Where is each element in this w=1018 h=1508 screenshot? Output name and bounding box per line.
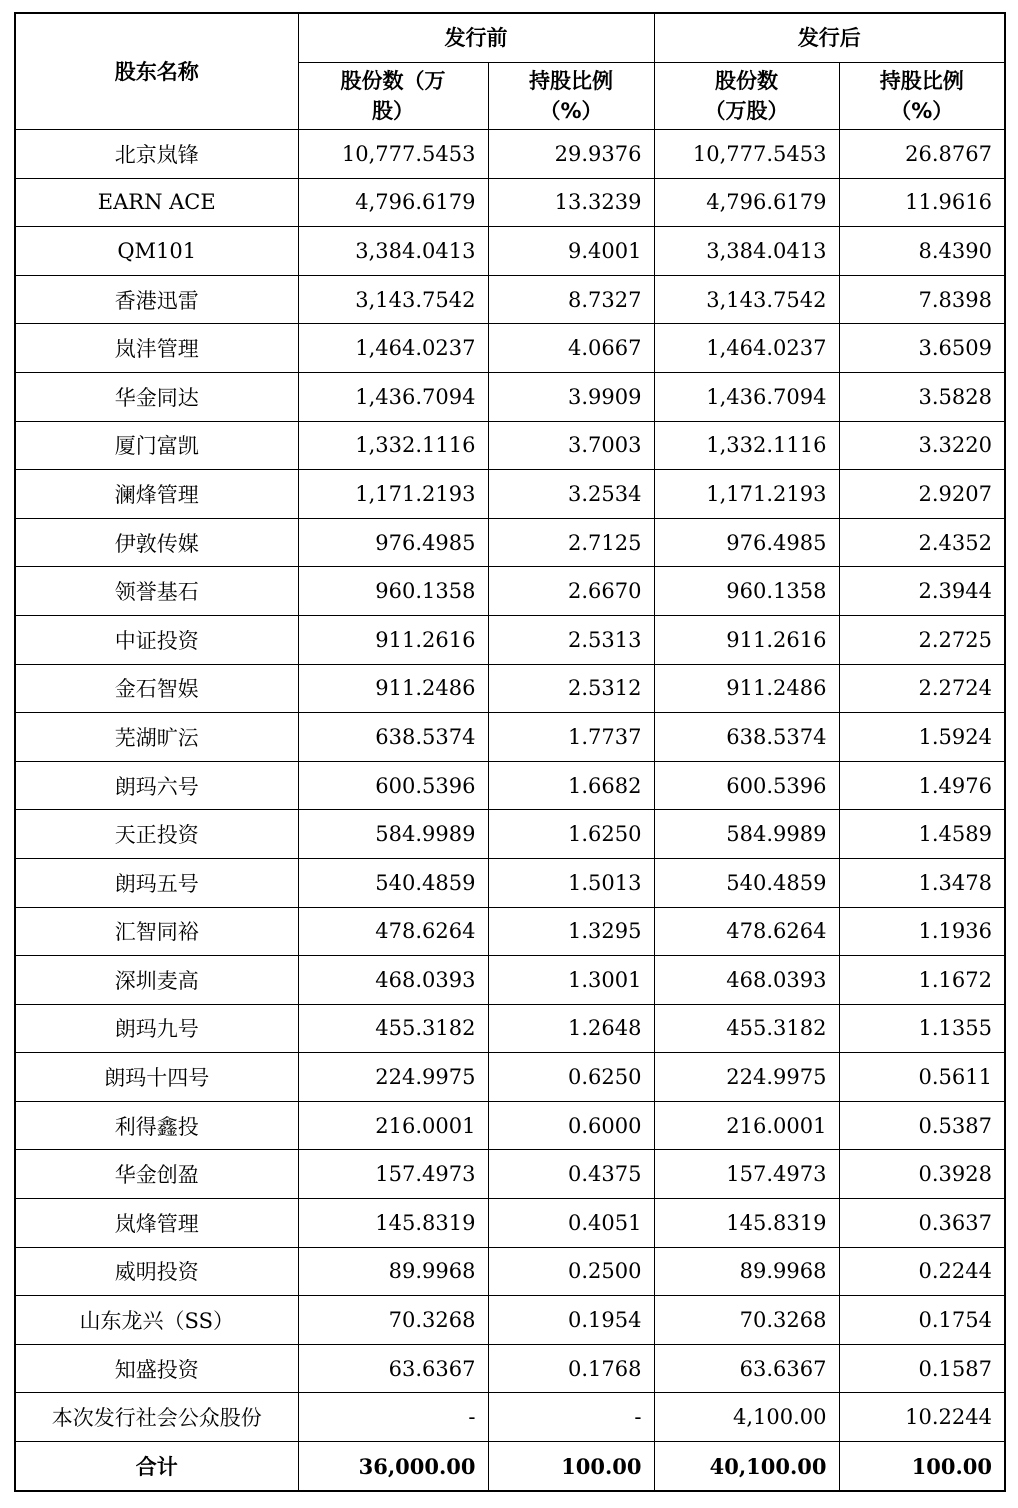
cell-before-ratio: 1.6682: [488, 761, 654, 810]
cell-after-shares: 89.9968: [654, 1247, 839, 1296]
cell-before-shares: 600.5396: [298, 761, 488, 810]
cell-shareholder-name: 朗玛十四号: [15, 1053, 298, 1102]
cell-after-ratio: 11.9616: [839, 178, 1005, 227]
header-before-shares-line2: 股）: [372, 99, 414, 123]
cell-after-ratio: 3.6509: [839, 324, 1005, 373]
cell-before-shares: 70.3268: [298, 1296, 488, 1345]
cell-before-shares: 1,464.0237: [298, 324, 488, 373]
cell-before-shares: 911.2486: [298, 664, 488, 713]
cell-before-ratio: 3.7003: [488, 421, 654, 470]
cell-shareholder-name: 领誉基石: [15, 567, 298, 616]
table-row: [15, 1393, 1005, 1442]
cell-shareholder-name: 深圳麦高: [15, 956, 298, 1005]
cell-after-shares: 455.3182: [654, 1004, 839, 1053]
cell-after-shares: 976.4985: [654, 518, 839, 567]
cell-after-ratio: 1.1936: [839, 907, 1005, 956]
cell-after-shares: 638.5374: [654, 713, 839, 762]
table-row: [15, 178, 1005, 227]
table-row: [15, 275, 1005, 324]
cell-before-shares: 145.8319: [298, 1199, 488, 1248]
cell-after-ratio: 0.3637: [839, 1199, 1005, 1248]
cell-before-shares: 36,000.00: [298, 1442, 488, 1492]
cell-before-ratio: 0.6250: [488, 1053, 654, 1102]
cell-after-ratio: 1.4976: [839, 761, 1005, 810]
total-row: [15, 1442, 1005, 1492]
cell-after-ratio: 7.8398: [839, 275, 1005, 324]
header-after-ratio-line1: 持股比例: [879, 69, 964, 93]
cell-after-ratio: 0.1587: [839, 1344, 1005, 1393]
cell-before-ratio: 1.2648: [488, 1004, 654, 1053]
cell-after-shares: 4,100.00: [654, 1393, 839, 1442]
cell-before-ratio: 1.3001: [488, 956, 654, 1005]
cell-after-shares: 224.9975: [654, 1053, 839, 1102]
cell-after-shares: 157.4973: [654, 1150, 839, 1199]
header-after-issuance: 发行后: [654, 13, 1005, 63]
cell-after-ratio: 8.4390: [839, 227, 1005, 276]
cell-after-ratio: 0.5387: [839, 1101, 1005, 1150]
cell-shareholder-name: 朗玛五号: [15, 858, 298, 907]
cell-after-shares: 63.6367: [654, 1344, 839, 1393]
cell-shareholder-name: 威明投资: [15, 1247, 298, 1296]
cell-before-shares: 976.4985: [298, 518, 488, 567]
cell-shareholder-name: 华金同达: [15, 372, 298, 421]
table-row: [15, 907, 1005, 956]
cell-after-ratio: 3.3220: [839, 421, 1005, 470]
cell-after-shares: 10,777.5453: [654, 130, 839, 179]
cell-before-shares: 455.3182: [298, 1004, 488, 1053]
cell-before-ratio: 0.6000: [488, 1101, 654, 1150]
cell-after-shares: 584.9989: [654, 810, 839, 859]
cell-before-ratio: 0.1768: [488, 1344, 654, 1393]
cell-shareholder-name: 香港迅雷: [15, 275, 298, 324]
cell-after-ratio: 1.1355: [839, 1004, 1005, 1053]
cell-shareholder-name: 中证投资: [15, 615, 298, 664]
cell-after-shares: 216.0001: [654, 1101, 839, 1150]
cell-before-shares: 1,332.1116: [298, 421, 488, 470]
cell-shareholder-name: 北京岚锋: [15, 130, 298, 179]
cell-before-ratio: 29.9376: [488, 130, 654, 179]
cell-before-shares: 478.6264: [298, 907, 488, 956]
cell-after-shares: 600.5396: [654, 761, 839, 810]
cell-before-ratio: 2.6670: [488, 567, 654, 616]
header-after-shares-line1: 股份数: [715, 69, 778, 93]
header-shareholder-name: 股东名称: [15, 13, 298, 130]
cell-after-ratio: 2.2725: [839, 615, 1005, 664]
cell-shareholder-name: 岚烽管理: [15, 1199, 298, 1248]
cell-after-shares: 911.2616: [654, 615, 839, 664]
cell-before-ratio: -: [488, 1393, 654, 1442]
cell-shareholder-name: 天正投资: [15, 810, 298, 859]
cell-before-shares: 1,171.2193: [298, 470, 488, 519]
cell-after-shares: 3,384.0413: [654, 227, 839, 276]
cell-before-ratio: 1.5013: [488, 858, 654, 907]
cell-after-ratio: 10.2244: [839, 1393, 1005, 1442]
cell-after-ratio: 2.3944: [839, 567, 1005, 616]
cell-after-shares: 478.6264: [654, 907, 839, 956]
cell-before-ratio: 0.4375: [488, 1150, 654, 1199]
cell-before-ratio: 8.7327: [488, 275, 654, 324]
cell-before-shares: 960.1358: [298, 567, 488, 616]
cell-shareholder-name: 岚沣管理: [15, 324, 298, 373]
cell-before-shares: 3,384.0413: [298, 227, 488, 276]
cell-before-ratio: 1.6250: [488, 810, 654, 859]
header-after-shares-line2: （万股）: [704, 99, 789, 123]
header-after-ratio-line2: （%）: [890, 99, 954, 123]
cell-shareholder-name: 芜湖旷沄: [15, 713, 298, 762]
cell-after-ratio: 0.1754: [839, 1296, 1005, 1345]
cell-before-shares: 540.4859: [298, 858, 488, 907]
cell-before-ratio: 4.0667: [488, 324, 654, 373]
cell-after-shares: 145.8319: [654, 1199, 839, 1248]
cell-before-ratio: 0.4051: [488, 1199, 654, 1248]
cell-before-shares: 10,777.5453: [298, 130, 488, 179]
table-row: [15, 664, 1005, 713]
cell-after-ratio: 1.4589: [839, 810, 1005, 859]
cell-shareholder-name: 金石智娱: [15, 664, 298, 713]
header-before-ratio-line2: （%）: [539, 99, 603, 123]
cell-before-shares: 157.4973: [298, 1150, 488, 1199]
cell-before-shares: 4,796.6179: [298, 178, 488, 227]
cell-after-ratio: 3.5828: [839, 372, 1005, 421]
cell-shareholder-name: 山东龙兴（SS）: [15, 1296, 298, 1345]
cell-shareholder-name: 朗玛六号: [15, 761, 298, 810]
cell-before-shares: 638.5374: [298, 713, 488, 762]
cell-after-shares: 1,171.2193: [654, 470, 839, 519]
cell-after-shares: 1,436.7094: [654, 372, 839, 421]
cell-after-ratio: 26.8767: [839, 130, 1005, 179]
cell-before-shares: 63.6367: [298, 1344, 488, 1393]
cell-after-ratio: 0.3928: [839, 1150, 1005, 1199]
cell-after-shares: 911.2486: [654, 664, 839, 713]
table-row: [15, 1053, 1005, 1102]
table-row: [15, 761, 1005, 810]
cell-shareholder-name: 华金创盈: [15, 1150, 298, 1199]
table-row: [15, 227, 1005, 276]
cell-shareholder-name: 合计: [15, 1442, 298, 1492]
table-header: [15, 13, 1005, 130]
table-row: [15, 713, 1005, 762]
table-row: [15, 956, 1005, 1005]
table-row: [15, 567, 1005, 616]
cell-before-ratio: 2.5312: [488, 664, 654, 713]
table-row: [15, 1344, 1005, 1393]
cell-shareholder-name: 利得鑫投: [15, 1101, 298, 1150]
cell-after-ratio: 0.2244: [839, 1247, 1005, 1296]
cell-after-shares: 468.0393: [654, 956, 839, 1005]
table-row: [15, 421, 1005, 470]
header-group-row: [15, 13, 1005, 63]
cell-after-ratio: 1.1672: [839, 956, 1005, 1005]
cell-before-shares: 468.0393: [298, 956, 488, 1005]
cell-after-shares: 3,143.7542: [654, 275, 839, 324]
cell-after-ratio: 1.3478: [839, 858, 1005, 907]
cell-shareholder-name: 澜烽管理: [15, 470, 298, 519]
table-row: [15, 470, 1005, 519]
cell-shareholder-name: 伊敦传媒: [15, 518, 298, 567]
header-before-issuance: 发行前: [298, 13, 654, 63]
table-row: [15, 858, 1005, 907]
cell-before-ratio: 3.9909: [488, 372, 654, 421]
table-row: [15, 1199, 1005, 1248]
cell-before-ratio: 2.5313: [488, 615, 654, 664]
cell-before-ratio: 1.7737: [488, 713, 654, 762]
cell-before-ratio: 2.7125: [488, 518, 654, 567]
table-row: [15, 324, 1005, 373]
table-row: [15, 518, 1005, 567]
cell-before-shares: 224.9975: [298, 1053, 488, 1102]
cell-after-shares: 1,332.1116: [654, 421, 839, 470]
cell-before-shares: 584.9989: [298, 810, 488, 859]
header-before-ratio-line1: 持股比例: [529, 69, 613, 93]
cell-shareholder-name: 朗玛九号: [15, 1004, 298, 1053]
table-body: [15, 130, 1005, 1492]
table-row: [15, 1296, 1005, 1345]
table-row: [15, 1004, 1005, 1053]
header-before-shares: [298, 63, 488, 130]
cell-shareholder-name: QM101: [15, 227, 298, 276]
table-row: [15, 1150, 1005, 1199]
header-after-ratio: [839, 63, 1005, 130]
cell-after-ratio: 0.5611: [839, 1053, 1005, 1102]
cell-before-shares: -: [298, 1393, 488, 1442]
cell-shareholder-name: 汇智同裕: [15, 907, 298, 956]
cell-before-ratio: 0.2500: [488, 1247, 654, 1296]
table-row: [15, 1101, 1005, 1150]
cell-after-ratio: 1.5924: [839, 713, 1005, 762]
cell-before-shares: 3,143.7542: [298, 275, 488, 324]
cell-shareholder-name: EARN ACE: [15, 178, 298, 227]
cell-before-shares: 1,436.7094: [298, 372, 488, 421]
cell-before-ratio: 100.00: [488, 1442, 654, 1492]
table-row: [15, 130, 1005, 179]
table-row: [15, 372, 1005, 421]
table-row: [15, 1247, 1005, 1296]
cell-after-ratio: 100.00: [839, 1442, 1005, 1492]
cell-after-shares: 960.1358: [654, 567, 839, 616]
cell-after-shares: 540.4859: [654, 858, 839, 907]
cell-after-shares: 70.3268: [654, 1296, 839, 1345]
cell-before-ratio: 1.3295: [488, 907, 654, 956]
cell-after-ratio: 2.9207: [839, 470, 1005, 519]
table-row: [15, 615, 1005, 664]
header-after-shares: [654, 63, 839, 130]
cell-before-shares: 89.9968: [298, 1247, 488, 1296]
cell-after-shares: 40,100.00: [654, 1442, 839, 1492]
table-row: [15, 810, 1005, 859]
cell-after-ratio: 2.2724: [839, 664, 1005, 713]
cell-before-ratio: 9.4001: [488, 227, 654, 276]
cell-shareholder-name: 本次发行社会公众股份: [15, 1393, 298, 1442]
shareholding-table: [14, 12, 1006, 1492]
header-before-shares-line1: 股份数（万: [340, 69, 446, 93]
cell-before-ratio: 13.3239: [488, 178, 654, 227]
cell-before-ratio: 3.2534: [488, 470, 654, 519]
cell-after-shares: 1,464.0237: [654, 324, 839, 373]
cell-before-shares: 216.0001: [298, 1101, 488, 1150]
cell-before-ratio: 0.1954: [488, 1296, 654, 1345]
cell-shareholder-name: 厦门富凯: [15, 421, 298, 470]
cell-after-ratio: 2.4352: [839, 518, 1005, 567]
cell-shareholder-name: 知盛投资: [15, 1344, 298, 1393]
header-before-ratio: [488, 63, 654, 130]
cell-before-shares: 911.2616: [298, 615, 488, 664]
cell-after-shares: 4,796.6179: [654, 178, 839, 227]
